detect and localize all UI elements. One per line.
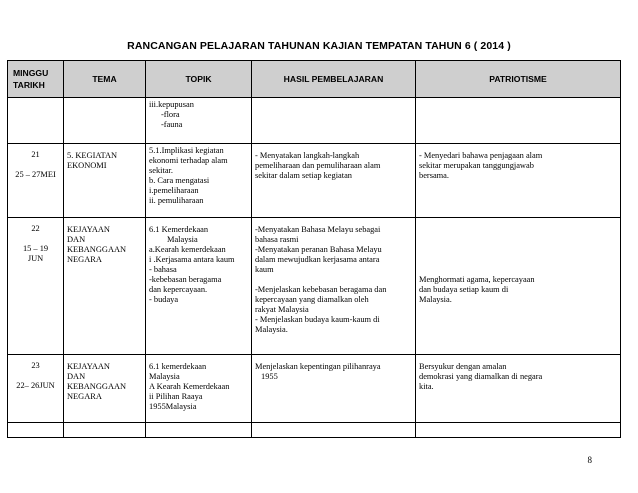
topik-line: 6.1 Kemerdekaan bbox=[149, 225, 209, 234]
week-date: 15 – 19 bbox=[22, 244, 49, 253]
topik-line: A Kearah Kemerdekaan bbox=[149, 382, 230, 391]
table-row bbox=[8, 218, 621, 355]
cell-topik bbox=[146, 355, 252, 423]
hasil-line: Malaysia. bbox=[255, 325, 288, 334]
topik-line: i .Kerjasama antara kaum bbox=[149, 255, 235, 264]
hasil-line: kepercayaan yang diamalkan oleh bbox=[255, 295, 369, 304]
week-number: 22 bbox=[31, 224, 40, 233]
cell-minggu-tarikh bbox=[8, 144, 64, 218]
cell-patriotisme bbox=[416, 144, 621, 218]
topik-line: dan kepercayaan. bbox=[149, 285, 208, 294]
tema-line: DAN bbox=[67, 235, 86, 244]
topik-line: ekonomi terhadap alam bbox=[149, 156, 228, 165]
cell-empty bbox=[252, 423, 416, 438]
hasil-line: kaum bbox=[255, 265, 274, 274]
cell-minggu-tarikh bbox=[8, 355, 64, 423]
tema-line: NEGARA bbox=[67, 392, 102, 401]
header-tarikh: TARIKH bbox=[13, 80, 45, 90]
hasil-line: bahasa rasmi bbox=[255, 235, 299, 244]
hasil-line: - Menyatakan langkah-langkah bbox=[255, 151, 360, 160]
topik-line: ii. pemuliharaan bbox=[149, 196, 204, 205]
topik-line: -kebebasan beragama bbox=[149, 275, 222, 284]
topik-line: a.Kearah kemerdekaan bbox=[149, 245, 226, 254]
topik-line: ii Pilihan Raaya bbox=[149, 392, 203, 401]
patriotisme-line: demokrasi yang diamalkan di negara bbox=[419, 372, 543, 381]
table-row bbox=[8, 355, 621, 423]
header-row bbox=[8, 61, 621, 98]
topik-line: sekitar. bbox=[149, 166, 173, 175]
week-number: 23 bbox=[31, 361, 40, 370]
patriotisme-line: dan budaya setiap kaum di bbox=[419, 285, 509, 294]
tema-line: DAN bbox=[67, 372, 86, 381]
tema-line: 5. KEGIATAN bbox=[67, 151, 118, 160]
topik-line: Malaysia bbox=[149, 372, 180, 381]
topik-line: i.pemeliharaan bbox=[149, 186, 199, 195]
hasil-line: - Menjelaskan budaya kaum-kaum di bbox=[255, 315, 380, 324]
hasil-line: -Menjelaskan kebebasan beragama dan bbox=[255, 285, 387, 294]
cell-tema bbox=[64, 144, 146, 218]
tema-line: KEJAYAAN bbox=[67, 225, 110, 234]
hasil-line: -Menyatakan Bahasa Melayu sebagai bbox=[255, 225, 381, 234]
tema-line: NEGARA bbox=[67, 255, 102, 264]
hasil-line: -Menyatakan peranan Bahasa Melayu bbox=[255, 245, 382, 254]
hasil-line: Menjelaskan kepentingan pilihanraya bbox=[255, 362, 381, 371]
cell-hasil bbox=[252, 218, 416, 355]
topik-line: 6.1 kemerdekaan bbox=[149, 362, 207, 371]
topik-line: - bahasa bbox=[149, 265, 177, 274]
header-minggu: MINGGU bbox=[13, 68, 49, 78]
cell-minggu-tarikh bbox=[8, 218, 64, 355]
patriotisme-line: sekitar merupakan tanggungjawab bbox=[419, 161, 534, 170]
lesson-plan-table bbox=[7, 60, 621, 438]
week-date: JUN bbox=[27, 254, 44, 263]
cell-empty bbox=[146, 423, 252, 438]
topik-line: Malaysia bbox=[167, 235, 198, 244]
header-topik: TOPIK bbox=[146, 61, 252, 98]
table-row bbox=[8, 98, 621, 144]
cell-minggu bbox=[8, 98, 64, 144]
header-hasil: HASIL PEMBELAJARAN bbox=[252, 61, 416, 98]
document-title: RANCANGAN PELAJARAN TAHUNAN KAJIAN TEMPATAN TAHUN 6 ( 2014 ) bbox=[127, 40, 511, 52]
cell-hasil bbox=[252, 355, 416, 423]
topik-line: iii.kepupusan bbox=[149, 100, 194, 109]
tema-line: EKONOMI bbox=[67, 161, 107, 170]
hasil-line: pemeliharaan dan pemuliharaan alam bbox=[255, 161, 381, 170]
week-date: 22– 26JUN bbox=[16, 381, 55, 390]
cell-empty bbox=[416, 423, 621, 438]
topik-line: - budaya bbox=[149, 295, 179, 304]
cell-patriotisme bbox=[416, 98, 621, 144]
topik-line: b. Cara mengatasi bbox=[149, 176, 210, 185]
hasil-line: rakyat Malaysia bbox=[255, 305, 309, 314]
patriotisme-line: Menghormati agama, kepercayaan bbox=[419, 275, 535, 284]
cell-tema bbox=[64, 98, 146, 144]
cell-topik bbox=[146, 98, 252, 144]
header-tema: TEMA bbox=[64, 61, 146, 98]
week-date: 25 – 27MEI bbox=[15, 170, 56, 179]
patriotisme-line: bersama. bbox=[419, 171, 449, 180]
header-minggu-tarikh bbox=[8, 61, 64, 98]
hasil-line: sekitar dalam setiap kegiatan bbox=[255, 171, 352, 180]
patriotisme-line: kita. bbox=[419, 382, 434, 391]
week-number: 21 bbox=[31, 150, 40, 159]
hasil-line: dalam mewujudkan kerjasama antara bbox=[255, 255, 380, 264]
cell-patriotisme bbox=[416, 355, 621, 423]
tema-line: KEBANGGAAN bbox=[67, 245, 127, 254]
cell-empty bbox=[8, 423, 64, 438]
cell-hasil bbox=[252, 98, 416, 144]
patriotisme-line: - Menyedari bahawa penjagaan alam bbox=[419, 151, 543, 160]
cell-hasil bbox=[252, 144, 416, 218]
tema-line: KEBANGGAAN bbox=[67, 382, 127, 391]
topik-line: 1955Malaysia bbox=[149, 402, 197, 411]
topik-line: -flora bbox=[161, 110, 180, 119]
patriotisme-line: Malaysia. bbox=[419, 295, 452, 304]
cell-patriotisme bbox=[416, 218, 621, 355]
topik-line: -fauna bbox=[161, 120, 183, 129]
topik-line: 5.1.Implikasi kegiatan bbox=[149, 146, 224, 155]
page-number: 8 bbox=[587, 455, 592, 465]
table-row bbox=[8, 144, 621, 218]
cell-topik bbox=[146, 218, 252, 355]
table-row bbox=[8, 423, 621, 438]
header-patriotisme: PATRIOTISME bbox=[416, 61, 621, 98]
patriotisme-line: Bersyukur dengan amalan bbox=[419, 362, 507, 371]
cell-tema bbox=[64, 355, 146, 423]
tema-line: KEJAYAAN bbox=[67, 362, 110, 371]
cell-tema bbox=[64, 218, 146, 355]
cell-topik bbox=[146, 144, 252, 218]
cell-empty bbox=[64, 423, 146, 438]
hasil-line: 1955 bbox=[261, 372, 278, 381]
